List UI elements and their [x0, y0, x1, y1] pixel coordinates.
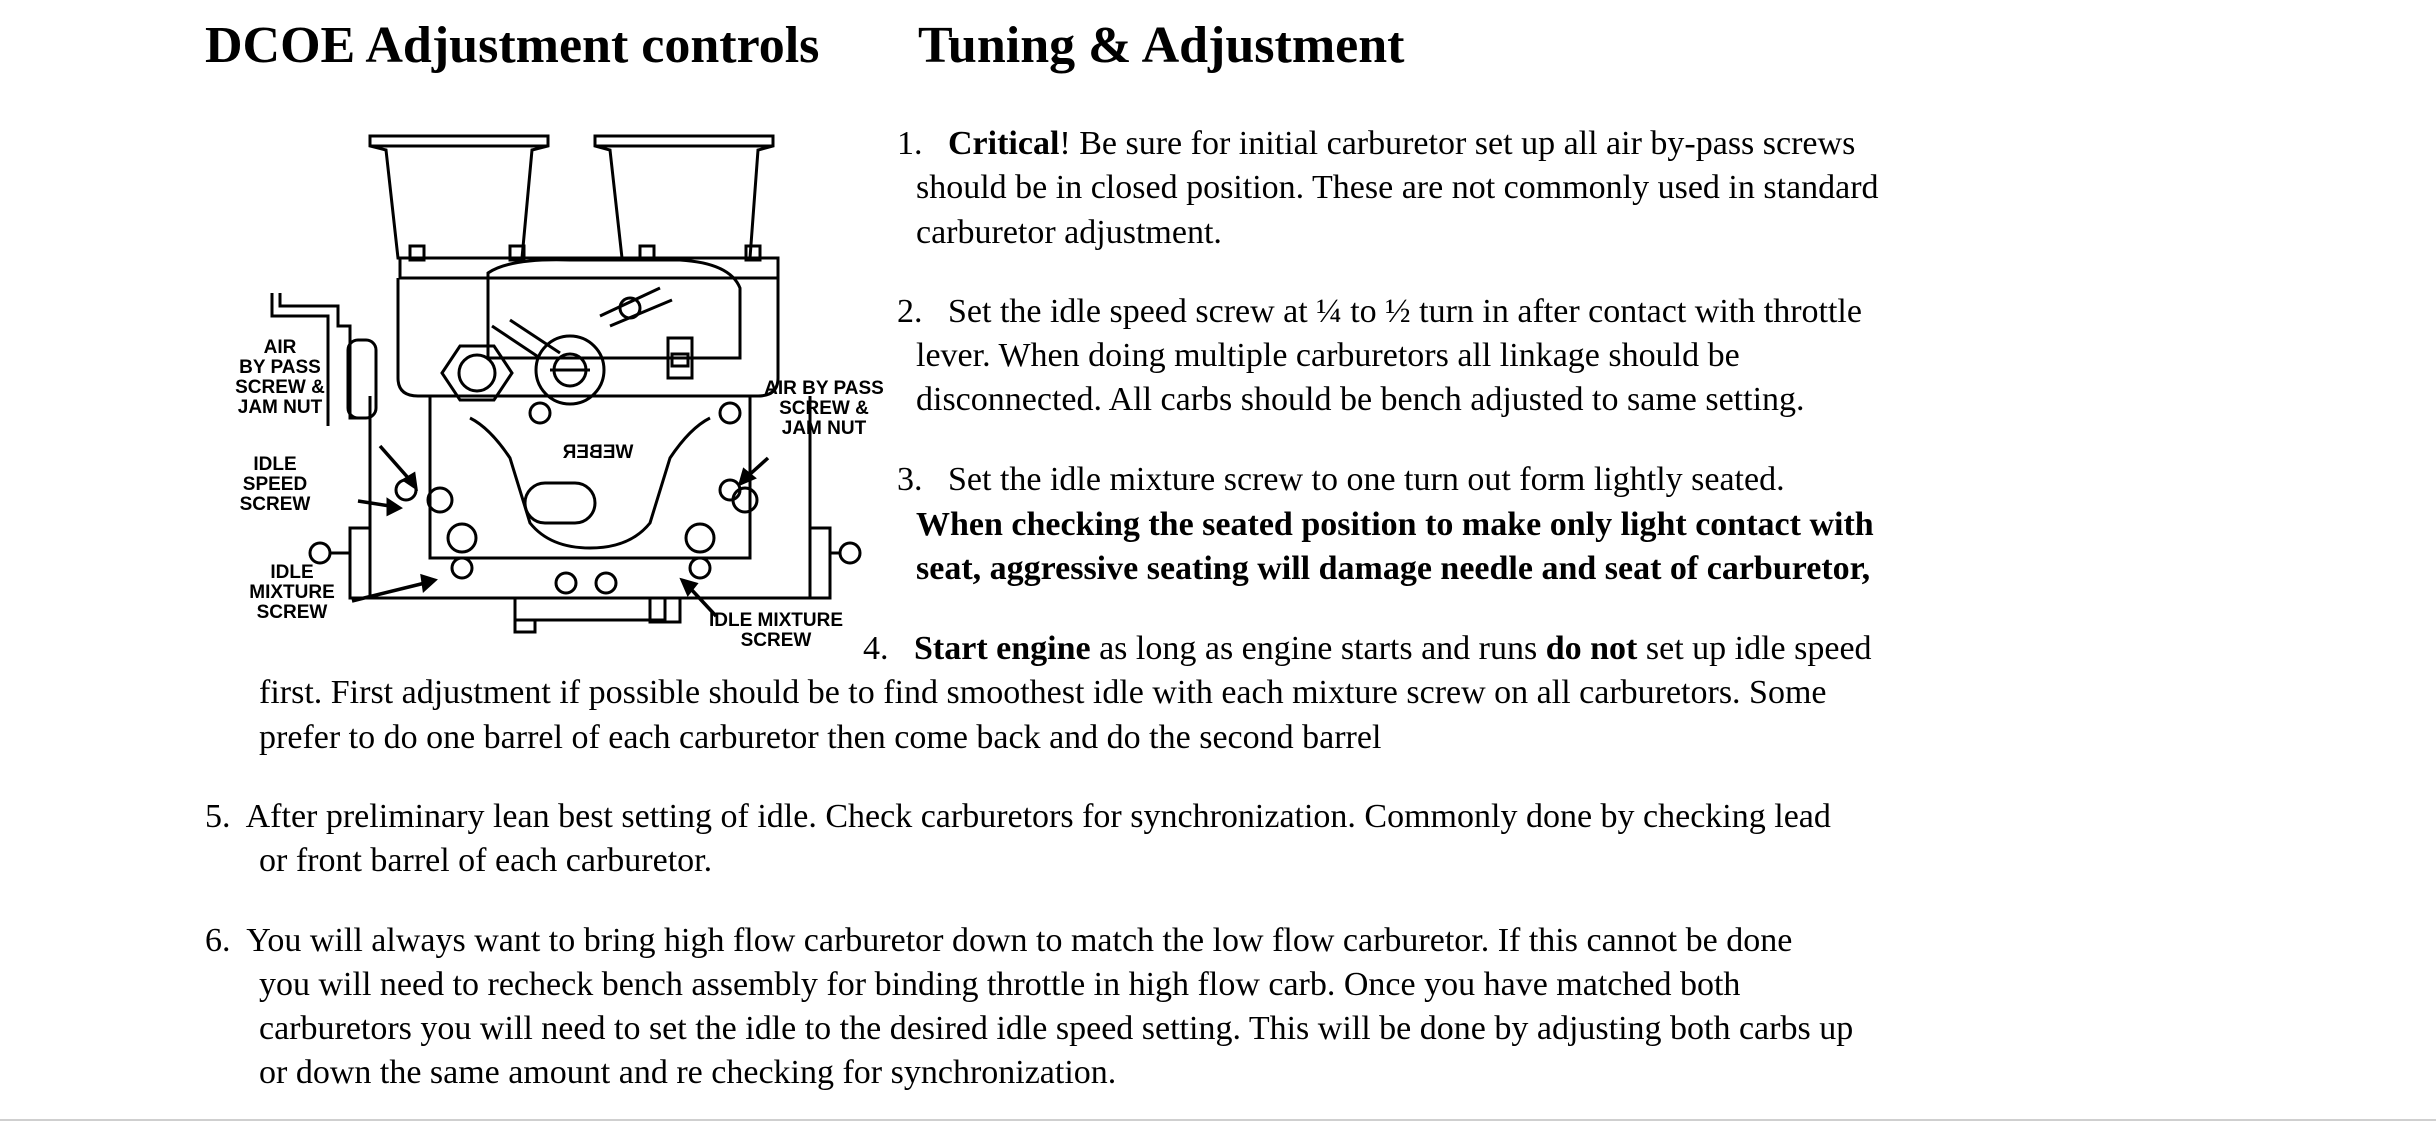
step-4-do-not: do not: [1545, 630, 1638, 667]
step-3-warning-line-1: When checking the seated position to make only light contact with: [916, 506, 1874, 543]
step-1-number: 1.: [897, 125, 923, 162]
page-bottom-divider: [0, 1119, 2436, 1121]
step-6-line-2: you will need to recheck bench assembly for binding throttle in high flow carb. Once you have matched both: [259, 966, 1741, 1003]
svg-text:SCREW: SCREW: [256, 602, 328, 623]
svg-text:SCREW &: SCREW &: [779, 398, 869, 419]
step-4-line-3: prefer to do one barrel of each carburetor then come back and do the second barrel: [259, 719, 1382, 756]
step-6-line-4: or down the same amount and re checking for synchronization.: [259, 1054, 1117, 1091]
step-6-number: 6.: [205, 922, 231, 959]
label-air-bypass-left: [235, 337, 325, 418]
svg-text:SCREW: SCREW: [740, 630, 812, 651]
step-4-number: 4.: [863, 630, 889, 667]
svg-text:IDLE: IDLE: [270, 562, 314, 583]
carburetor-drawing: [210, 128, 900, 658]
step-5-line-2: or front barrel of each carburetor.: [259, 842, 713, 879]
step-1-line-2: should be in closed position. These are not commonly used in standard: [916, 169, 1879, 206]
step-2-number: 2.: [897, 293, 923, 330]
step-2-line-1: 2. Set the idle speed screw at ¼ to ½ turn in after contact with throttle: [897, 290, 1862, 335]
svg-text:SCREW: SCREW: [239, 494, 311, 515]
step-2-line-3: disconnected. All carbs should be bench adjusted to same setting.: [916, 381, 1805, 418]
step-4-line-1: 4. Start engine as long as engine starts and runs do not set up idle speed: [863, 627, 1872, 672]
step-5-number: 5.: [205, 798, 231, 835]
svg-text:JAM NUT: JAM NUT: [237, 397, 323, 418]
step-4-line-2: first. First adjustment if possible should be to find smoothest idle with each mixture screw on all carburetors. Some: [259, 674, 1827, 711]
weber-mark: WEBER: [562, 442, 634, 463]
step-1-critical: Critical: [948, 125, 1060, 162]
step-3-line-1: 3. Set the idle mixture screw to one turn out form lightly seated.: [897, 458, 1785, 503]
title-tuning-adjustment: Tuning & Adjustment: [918, 17, 1405, 74]
carburetor-diagram: [210, 128, 900, 658]
svg-text:AIR BY PASS: AIR BY PASS: [764, 378, 884, 399]
label-idle-mixture-screw-left: [249, 562, 335, 623]
step-3-warning-line-2: seat, aggressive seating will damage needle and seat of carburetor,: [916, 550, 1871, 587]
svg-text:SPEED: SPEED: [242, 474, 308, 495]
svg-text:AIR: AIR: [263, 337, 297, 358]
step-5-line-1: 5. After preliminary lean best setting of idle. Check carburetors for synchronization. Commonly done by checking lead: [205, 795, 1831, 840]
step-2-line-2: lever. When doing multiple carburetors all linkage should be: [916, 337, 1740, 374]
svg-text:BY PASS: BY PASS: [239, 357, 321, 378]
step-4-start-engine: Start engine: [914, 630, 1091, 667]
label-idle-mixture-screw-right: [709, 610, 843, 651]
svg-text:JAM NUT: JAM NUT: [781, 418, 867, 439]
label-idle-speed-screw: [240, 454, 311, 515]
title-dcoe-adjustment-controls: DCOE Adjustment controls: [205, 17, 820, 74]
step-1-line-1: 1. Critical! Be sure for initial carburetor set up all air by-pass screws: [897, 122, 1855, 167]
step-3-number: 3.: [897, 461, 923, 498]
step-6-line-3: carburetors you will need to set the idle to the desired idle speed setting. This will be done by adjusting both carbs up: [259, 1010, 1854, 1047]
svg-text:MIXTURE: MIXTURE: [249, 582, 335, 603]
svg-text:SCREW &: SCREW &: [235, 377, 325, 398]
step-6-line-1: 6. You will always want to bring high flow carburetor down to match the low flow carburetor. If this cannot be done: [205, 919, 1792, 964]
label-air-bypass-right: [764, 378, 884, 439]
svg-text:IDLE MIXTURE: IDLE MIXTURE: [708, 610, 844, 631]
step-1-line-3: carburetor adjustment.: [916, 214, 1222, 251]
svg-text:IDLE: IDLE: [253, 454, 297, 475]
